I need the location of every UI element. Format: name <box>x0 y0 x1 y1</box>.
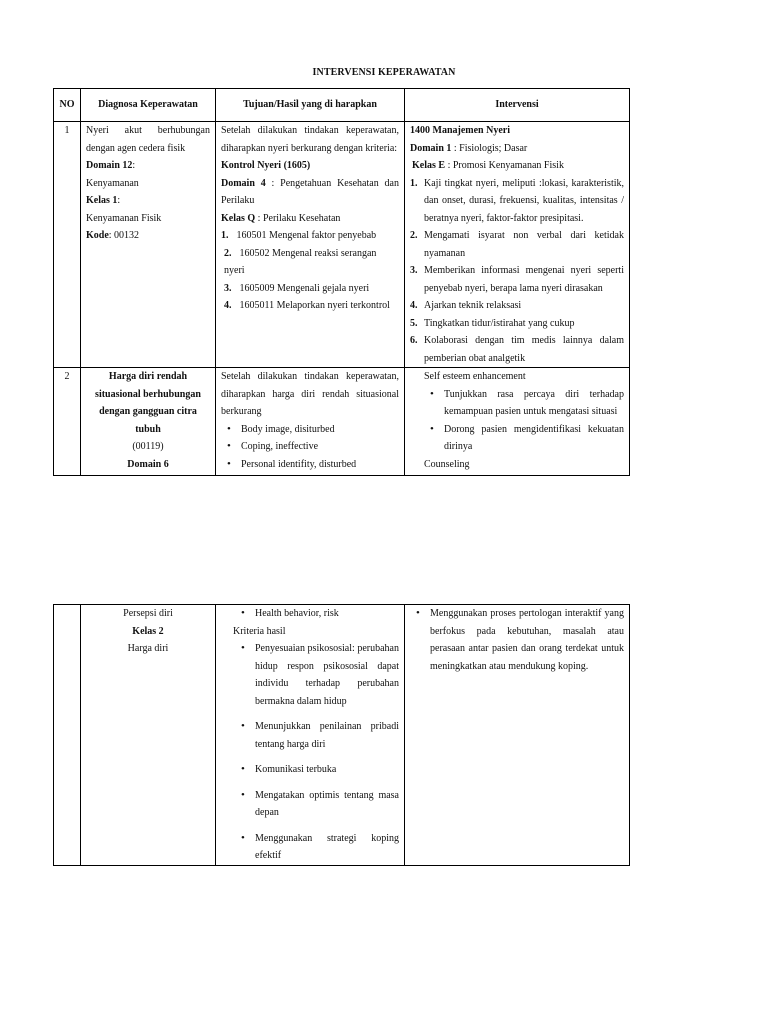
list-item: • Menggunakan proses pertologan interaktif yang berfokus pada kebutuhan, masalah atau perasaan antar pasien dan orang terdekat untuk meningkatkan atau mendukung koping. <box>410 605 624 675</box>
list-item: • Body image, disiturbed <box>221 421 399 439</box>
kriteria-label: Kriteria hasil <box>233 625 286 637</box>
diagnosa-text: situasional berhubungan <box>95 388 201 400</box>
kode-value: : 00132 <box>108 230 140 241</box>
list-item: 3. Memberikan informasi mengenai nyeri seperti penyebab nyeri, berapa lama nyeri dirasakan <box>410 265 624 294</box>
kelas-label: Kelas 2 <box>132 625 164 637</box>
diagnosa-cell <box>81 122 216 368</box>
diagnosa-text: Persepsi diri <box>123 608 173 619</box>
diagnosa-code: (00119) <box>132 441 164 452</box>
diagnosa-text: tubuh <box>135 423 161 435</box>
intervensi-cell <box>405 368 630 476</box>
table-row <box>54 605 630 866</box>
tujuan-cell <box>216 122 405 368</box>
kelas-name: Kenyamanan Fisik <box>86 212 162 224</box>
diagnosa-cell <box>81 605 216 866</box>
list-item: • Mengatakan optimis tentang masa depan <box>235 787 399 822</box>
page-title: INTERVENSI KEPERAWATAN <box>312 67 456 78</box>
domain-value: Perilaku <box>221 195 255 206</box>
list-item: • Dorong pasien mengidentifikasi kekuatan dirinya <box>424 421 624 456</box>
tujuan-cell <box>216 605 405 866</box>
intervention-table <box>53 88 630 476</box>
tujuan-text: berkurang <box>221 406 262 417</box>
tujuan-cell <box>216 368 405 476</box>
list-item: 3. 1605009 Mengenali gejala nyeri <box>224 282 370 294</box>
row-number <box>54 605 81 866</box>
list-item: • Health behavior, risk <box>235 605 399 623</box>
kelas-value: : Promosi Kenyamanan Fisik <box>447 160 564 171</box>
header-diagnosa: Diagnosa Keperawatan <box>81 89 216 122</box>
kode-label: Kode <box>86 230 109 241</box>
diagnosa-text: dengan gangguan citra <box>99 406 197 417</box>
domain-name: Kenyamanan <box>86 177 139 189</box>
list-item: • Tunjukkan rasa percaya diri terhadap kemampuan pasien untuk mengatasi situasi <box>424 386 624 421</box>
intervensi-footer: Counseling <box>424 458 470 470</box>
list-item: 6. Kolaborasi dengan tim medis lainnya dalam pemberian obat analgetik <box>410 335 624 364</box>
header-intervensi: Intervensi <box>405 89 630 122</box>
list-item: • Menunjukkan penilainan pribadi tentang harga diri <box>235 718 399 753</box>
list-item: 4. 1605011 Melaporkan nyeri terkontrol <box>224 300 390 311</box>
table-row <box>54 368 630 476</box>
tujuan-text: Setelah dilakukan tindakan keperawatan, <box>221 125 399 136</box>
kelas-value: : <box>117 195 121 206</box>
table-row <box>54 122 630 368</box>
list-item: • Coping, ineffective <box>221 438 399 456</box>
domain-label: Domain 12 <box>86 160 133 171</box>
tujuan-text: diharapkan nyeri berkurang dengan kriteria: <box>221 142 398 154</box>
diagnosa-text: Harga diri <box>127 643 169 654</box>
list-item: 2. 160502 Mengenal reaksi serangan nyeri <box>224 247 377 276</box>
tujuan-text: Setelah dilakukan tindakan keperawatan, <box>221 371 399 382</box>
list-item: • Menggunakan strategi koping efektif <box>235 830 399 865</box>
kelas-value: : Perilaku Kesehatan <box>257 212 341 224</box>
domain-value: : Fisiologis; Dasar <box>453 142 528 154</box>
tujuan-text: diharapkan harga diri rendah situasional <box>221 388 399 400</box>
kelas-label: Kelas Q <box>221 212 256 224</box>
list-item: 1. 160501 Mengenal faktor penyebab <box>221 230 377 241</box>
header-tujuan: Tujuan/Hasil yang di harapkan <box>216 89 405 122</box>
list-item: • Komunikasi terbuka <box>235 761 399 779</box>
intervensi-heading: Self esteem enhancement <box>424 371 526 382</box>
list-item: 4. Ajarkan teknik relaksasi <box>410 300 522 311</box>
domain-label: Domain 4 <box>221 177 266 189</box>
list-item: • Penyesuaian psikososial: perubahan hidup respon psikososial dapat individu terhadap perubahan bermakna dalam hidup <box>235 640 399 710</box>
kontrol-nyeri-label: Kontrol Nyeri (1605) <box>221 160 311 171</box>
kelas-label: Kelas E <box>412 160 446 171</box>
list-item: 5. Tingkatkan tidur/istirahat yang cukup <box>410 317 575 329</box>
row-number: 2 <box>54 368 81 476</box>
domain-value: : Pengetahuan Kesehatan dan <box>271 177 399 189</box>
intervensi-cell <box>405 122 630 368</box>
list-item: 1. Kaji tingkat nyeri, meliputi :lokasi, karakteristik, dan onset, durasi, frekuensi, kualitas, intensitas / beratnya nyeri, faktor-faktor presipitasi. <box>410 177 624 224</box>
intervensi-heading: 1400 Manajemen Nyeri <box>410 125 510 136</box>
diagnosa-text: Harga diri rendah <box>108 371 188 382</box>
table-header-row <box>54 89 630 122</box>
domain-value: : <box>132 160 136 171</box>
intervention-table-continued <box>53 604 630 866</box>
intervensi-cell <box>405 605 630 866</box>
diagnosa-text: dengan agen cedera fisik <box>86 142 186 154</box>
list-item: • Personal identifity, disturbed <box>221 456 399 474</box>
list-item: 2. Mengamati isyarat non verbal dari ketidak nyamanan <box>410 230 624 259</box>
diagnosa-cell <box>81 368 216 476</box>
kelas-label: Kelas 1 <box>86 195 118 206</box>
domain-label: Domain 6 <box>127 458 169 470</box>
row-number: 1 <box>54 122 81 368</box>
domain-label: Domain 1 <box>410 142 452 154</box>
diagnosa-text: Nyeri akut berhubungan <box>86 125 210 136</box>
header-no: NO <box>54 89 81 122</box>
